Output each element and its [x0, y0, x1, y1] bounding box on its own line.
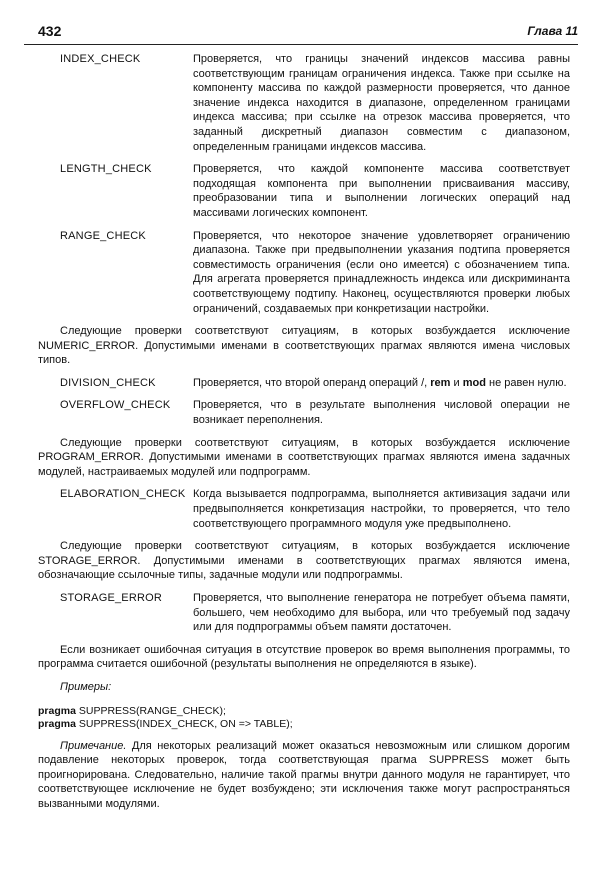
desc-text: не равен нулю. — [485, 376, 567, 389]
code-text: SUPPRESS(RANGE_CHECK); — [75, 704, 226, 717]
code-line — [38, 718, 570, 731]
code-example — [38, 705, 570, 731]
check-name: DIVISION_CHECK — [60, 376, 156, 389]
check-description — [193, 376, 570, 391]
check-name: INDEX_CHECK — [60, 53, 141, 65]
check-description: Проверяется, что границы значений индексов массива равны соответствующим границам ограничения индекса. Также при ссылке на компоненту массива по каждой размерности проверяется, что данное значение индекса находится в диапазоне, определенном границами индекса массива; при ссылке на отрезок массива проверяется, что заданный дискретный диапазон совместим с диапазоном, определенным границами индексов массива. — [193, 53, 570, 153]
paragraph-program-error: Следующие проверки соответствуют ситуациям, в которых возбуждается исключение PROGRAM_ERROR. Допустимыми именами в соответствующих прагмах являются имена задачных модулей, настраиваемых модулей или подпрограмм. — [38, 436, 570, 478]
check-entry-elaboration — [38, 487, 570, 531]
check-entry-overflow — [38, 398, 570, 427]
code-text: SUPPRESS(INDEX_CHECK, ON => TABLE); — [75, 717, 293, 730]
desc-text: и — [450, 376, 463, 389]
check-description: Проверяется, что каждой компоненте массива соответствует подходящая компонента при выполнении присваивания массиву, преобразовании типа и выполнении логических операций над массивами логических компонент. — [193, 163, 570, 219]
paragraph-storage-error: Следующие проверки соответствуют ситуациям, в которых возбуждается исключение STORAGE_ERROR. Допустимыми именами в соответствующих прагмах являются имена, обозначающие ссылочные типы, задачные модули или подпрограммы. — [38, 540, 570, 582]
check-entry-division — [38, 376, 570, 391]
check-name: ELABORATION_CHECK — [60, 488, 186, 501]
paragraph-erroneous: Если возникает ошибочная ситуация в отсутствие проверок во время выполнения программы, то программа считается ошибочной (результаты выполнения не определяются в языке). — [38, 643, 570, 671]
note-paragraph — [38, 739, 570, 812]
page-header — [24, 22, 578, 45]
page-number: 432 — [38, 23, 62, 39]
check-entry-range — [38, 229, 570, 317]
check-name: OVERFLOW_CHECK — [60, 399, 171, 412]
note-label: Примечание. — [60, 739, 127, 752]
check-description: Проверяется, что выполнение генератора не потребует объема памяти, большего, чем необходимо для выбора, или что требуемый под задачу или для подпрограммы объем памяти достаточен. — [193, 592, 570, 634]
check-name: LENGTH_CHECK — [60, 163, 152, 176]
desc-text: Проверяется, что второй операнд операций /, — [193, 376, 431, 389]
check-name: STORAGE_ERROR — [60, 592, 163, 604]
code-line — [38, 705, 570, 718]
keyword-rem: rem — [430, 376, 451, 389]
page-content — [38, 52, 570, 812]
check-description: Когда вызывается подпрограмма, выполняется активизация задачи или предвыполняется конкретизация настройки, то проверяется, что тело соответствующего программного модуля уже предвыполнено. — [193, 488, 570, 530]
check-description: Проверяется, что в результате выполнения числовой операции не возникает переполнения. — [193, 399, 570, 427]
keyword-mod: mod — [462, 376, 486, 389]
note-text: Для некоторых реализаций может оказаться невозможным или слишком дорогим подавление некоторых проверок, тогда соответствующая прагма SUPPRESS может быть проигнорирована. Следовательно, наличие такой прагмы внутри данного модуля не гарантирует, что соответствующее исключение не будет возбуждено; эти исключения также могут распространяться вызванными модулями. — [38, 739, 570, 810]
check-name: RANGE_CHECK — [60, 229, 146, 242]
check-description: Проверяется, что некоторое значение удовлетворяет ограничению диапазона. Также при предвыполнении указания подтипа проверяется совместимость ограничения (если оно имеется) с обозначением типа. Для агрегата проверяется принадлежность индекса или дискриминанта соответствующему подтипу. Наконец, осуществляются проверки любых ограничений, создаваемых при конкретизации настройки. — [193, 229, 570, 315]
paragraph-numeric-error: Следующие проверки соответствуют ситуациям, в которых возбуждается исключение NUMERIC_ERROR. Допустимыми именами в соответствующих прагмах являются имена числовых типов. — [38, 325, 570, 367]
examples-title: Примеры: — [60, 680, 112, 693]
check-entry-length — [38, 162, 570, 220]
code-keyword: pragma — [38, 717, 76, 730]
code-keyword: pragma — [38, 704, 76, 717]
check-entry-index — [38, 52, 570, 154]
chapter-title: Глава 11 — [527, 24, 578, 38]
check-entry-storage — [38, 591, 570, 635]
